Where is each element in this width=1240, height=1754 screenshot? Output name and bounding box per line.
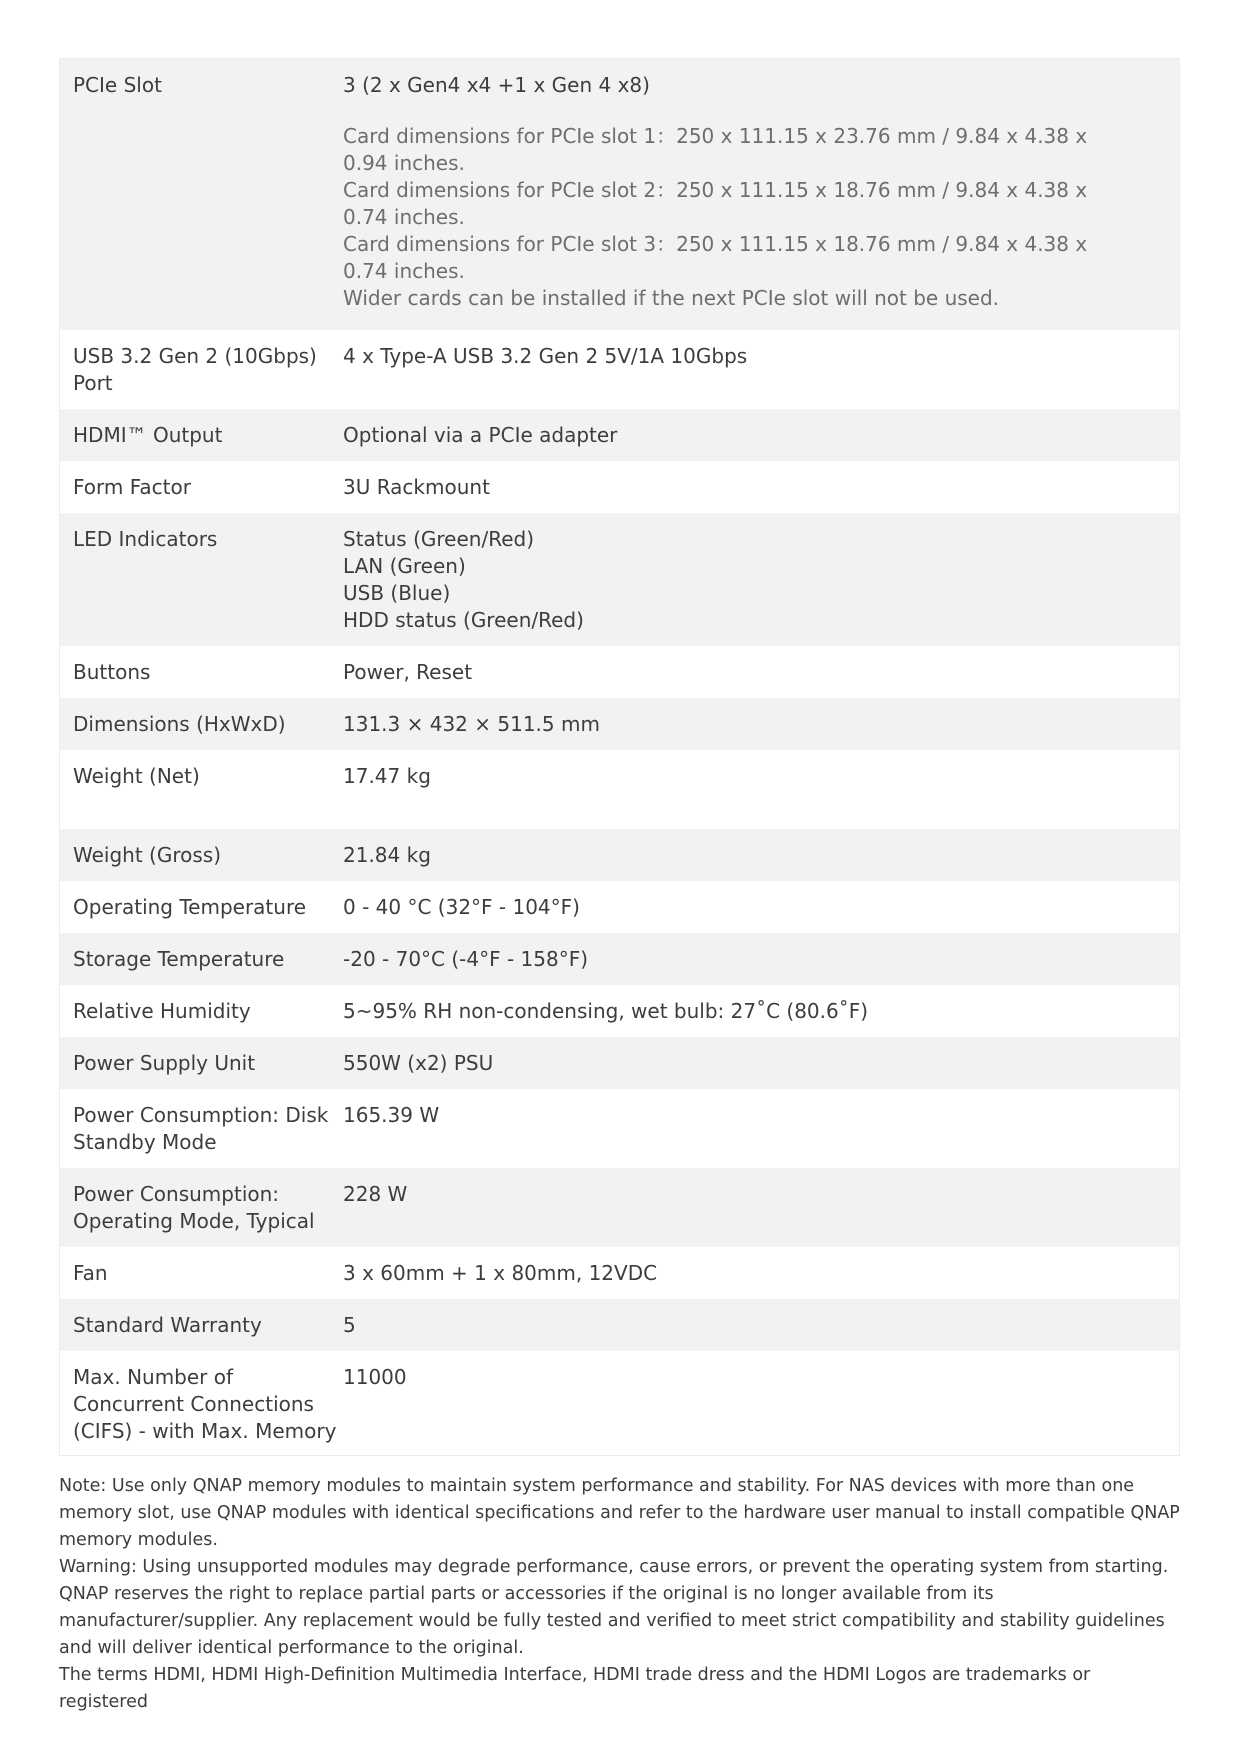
spec-row-storage-temperature <box>60 933 1179 985</box>
spec-row-fan <box>60 1247 1179 1299</box>
spec-value: 21.84 kg <box>343 843 431 867</box>
spec-value: 5~95% RH non-condensing, wet bulb: 27˚C (80.6˚F) <box>343 999 869 1023</box>
spec-row-weight-net <box>60 750 1179 829</box>
spec-note-line: Card dimensions for PCIe slot 2：250 x 111.15 x 18.76 mm / 9.84 x 4.38 x 0.74 inches. <box>343 178 1088 229</box>
spec-note-line: Card dimensions for PCIe slot 1：250 x 111.15 x 23.76 mm / 9.84 x 4.38 x 0.94 inches. <box>343 124 1088 175</box>
spec-row-buttons <box>60 646 1179 698</box>
spec-label: Power Consumption: Disk Standby Mode <box>73 1103 329 1154</box>
spec-row-usb-port <box>60 330 1179 409</box>
spec-value: 550W (x2) PSU <box>343 1051 494 1075</box>
spec-label: LED Indicators <box>73 527 218 551</box>
spec-row-relative-humidity <box>60 985 1179 1037</box>
spec-value: 11000 <box>343 1365 407 1389</box>
spec-label: Weight (Gross) <box>73 843 221 867</box>
spec-value: 165.39 W <box>343 1103 440 1127</box>
spec-value: -20 - 70°C (-4°F - 158°F) <box>343 947 589 971</box>
spec-value-line: LAN (Green) <box>343 554 466 578</box>
spec-value: Optional via a PCIe adapter <box>343 423 618 447</box>
spec-row-hdmi-output <box>60 409 1179 461</box>
spec-value: 131.3 × 432 × 511.5 mm <box>343 712 600 736</box>
spec-row-pcie-slot <box>60 59 1179 330</box>
footnote-replacement-parts: QNAP reserves the right to replace partial parts or accessories if the original is no longer available from its manufacturer/supplier. Any replacement would be fully tested and verified to meet strict compatibility and stability guidelines and will deliver identical performance to the original. <box>59 1584 1165 1658</box>
spec-label: Buttons <box>73 660 151 684</box>
spec-value-line: USB (Blue) <box>343 581 451 605</box>
spec-label: Power Supply Unit <box>73 1051 256 1075</box>
spec-row-led-indicators <box>60 513 1179 646</box>
spec-value: Power, Reset <box>343 660 473 684</box>
spec-label: Operating Temperature <box>73 895 307 919</box>
spec-row-max-concurrent-connections <box>60 1351 1179 1455</box>
spec-label: Storage Temperature <box>73 947 285 971</box>
spec-note-line: Wider cards can be installed if the next PCIe slot will not be used. <box>343 286 1000 310</box>
spec-row-standard-warranty <box>60 1299 1179 1351</box>
spec-value-line: HDD status (Green/Red) <box>343 608 584 632</box>
spec-value: 3U Rackmount <box>343 475 490 499</box>
footnote-warning: Warning: Using unsupported modules may degrade performance, cause errors, or prevent the operating system from starting. <box>59 1557 1169 1577</box>
footnote-hdmi-trademark: The terms HDMI, HDMI High-Definition Multimedia Interface, HDMI trade dress and the HDMI Logos are trademarks or registered <box>59 1665 1091 1712</box>
spec-label: PCIe Slot <box>73 73 162 97</box>
spec-table <box>59 58 1180 1456</box>
spec-row-weight-gross <box>60 829 1179 881</box>
spec-value <box>343 526 1179 634</box>
spec-label: Relative Humidity <box>73 999 251 1023</box>
spec-value: 17.47 kg <box>343 764 431 788</box>
spec-note-line: Card dimensions for PCIe slot 3：250 x 111.15 x 18.76 mm / 9.84 x 4.38 x 0.74 inches. <box>343 232 1088 283</box>
footnote-memory-note: Note: Use only QNAP memory modules to maintain system performance and stability. For NAS devices with more than one memory slot, use QNAP modules with identical specifications and refer to the hardware user manual to install compatible QNAP memory modules. <box>59 1476 1180 1550</box>
spec-value-line: 3 (2 x Gen4 x4 +1 x Gen 4 x8) <box>343 73 650 97</box>
spec-value: 5 <box>343 1313 356 1337</box>
spec-value <box>343 72 1179 312</box>
spec-row-dimensions <box>60 698 1179 750</box>
spec-label: HDMI™ Output <box>73 423 223 447</box>
spec-row-power-consumption-operating <box>60 1168 1179 1247</box>
spec-label: Form Factor <box>73 475 191 499</box>
spec-row-operating-temperature <box>60 881 1179 933</box>
spec-label: Max. Number of Concurrent Connections (CIFS) - with Max. Memory <box>73 1365 337 1443</box>
spec-value: 3 x 60mm + 1 x 80mm, 12VDC <box>343 1261 658 1285</box>
spec-label: Dimensions (HxWxD) <box>73 712 286 736</box>
spec-label: USB 3.2 Gen 2 (10Gbps) Port <box>73 344 317 395</box>
spec-label: Weight (Net) <box>73 764 200 788</box>
spec-row-power-supply-unit <box>60 1037 1179 1089</box>
spec-row-power-consumption-standby <box>60 1089 1179 1168</box>
spec-value-line: Status (Green/Red) <box>343 527 534 551</box>
spec-value: 0 - 40 °C (32°F - 104°F) <box>343 895 580 919</box>
spec-label: Standard Warranty <box>73 1313 262 1337</box>
spec-value: 228 W <box>343 1182 408 1206</box>
spec-value: 4 x Type-A USB 3.2 Gen 2 5V/1A 10Gbps <box>343 344 748 368</box>
spec-label: Power Consumption: Operating Mode, Typical <box>73 1182 315 1233</box>
spec-label: Fan <box>73 1261 108 1285</box>
spec-row-form-factor <box>60 461 1179 513</box>
footnotes <box>59 1473 1180 1716</box>
